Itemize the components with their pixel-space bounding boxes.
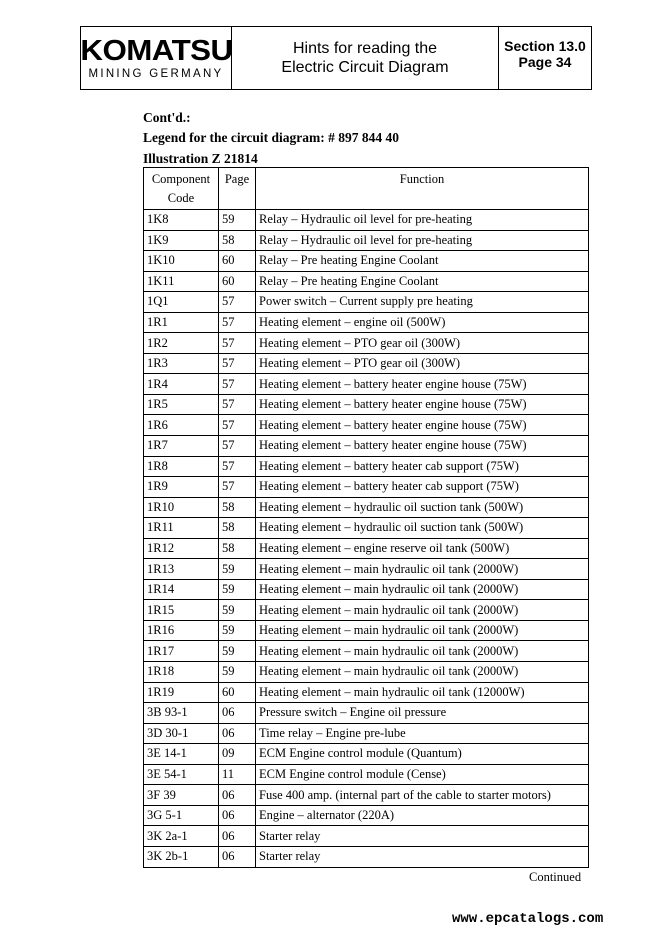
table-row <box>144 415 589 436</box>
page-cell: 06 <box>219 785 256 806</box>
table-row <box>144 846 589 867</box>
function-cell: Heating element – battery heater engine house (75W) <box>256 415 589 436</box>
component-code-cell: 1R7 <box>144 436 219 457</box>
function-cell: Starter relay <box>256 826 589 847</box>
website-watermark: www.epcatalogs.com <box>452 911 604 927</box>
page-cell: 06 <box>219 723 256 744</box>
table-row <box>144 579 589 600</box>
function-cell: Heating element – PTO gear oil (300W) <box>256 333 589 354</box>
table-row <box>144 805 589 826</box>
component-code-cell: 1R19 <box>144 682 219 703</box>
table-row <box>144 703 589 724</box>
function-cell: Heating element – main hydraulic oil tank (2000W) <box>256 620 589 641</box>
continued-heading: Cont'd.: <box>143 110 191 125</box>
table-row <box>144 662 589 683</box>
table-row <box>144 312 589 333</box>
continued-note: Continued <box>529 870 582 884</box>
page-number: Page 34 <box>518 54 572 70</box>
table-body <box>144 210 589 868</box>
page-cell: 06 <box>219 805 256 826</box>
function-cell: Heating element – battery heater engine house (75W) <box>256 374 589 395</box>
page-cell: 60 <box>219 251 256 272</box>
table-row <box>144 230 589 251</box>
function-cell: Heating element – main hydraulic oil tank (2000W) <box>256 662 589 683</box>
page-cell: 57 <box>219 477 256 498</box>
table-row <box>144 333 589 354</box>
function-cell: Fuse 400 amp. (internal part of the cable to starter motors) <box>256 785 589 806</box>
component-code-cell: 3G 5-1 <box>144 805 219 826</box>
table-row <box>144 271 589 292</box>
component-code-cell: 1R10 <box>144 497 219 518</box>
function-cell: Heating element – PTO gear oil (300W) <box>256 353 589 374</box>
component-legend-table <box>143 167 589 868</box>
table-row <box>144 394 589 415</box>
page-cell: 57 <box>219 456 256 477</box>
function-cell: ECM Engine control module (Quantum) <box>256 744 589 765</box>
table-row <box>144 436 589 457</box>
table-row <box>144 600 589 621</box>
page-cell: 06 <box>219 703 256 724</box>
function-cell: Relay – Pre heating Engine Coolant <box>256 271 589 292</box>
table-row <box>144 456 589 477</box>
function-cell: Starter relay <box>256 846 589 867</box>
function-cell: Time relay – Engine pre-lube <box>256 723 589 744</box>
table-row <box>144 538 589 559</box>
component-code-cell: 3B 93-1 <box>144 703 219 724</box>
page-cell: 57 <box>219 436 256 457</box>
component-code-cell: 1R4 <box>144 374 219 395</box>
document-title <box>232 27 499 89</box>
component-code-cell: 1K11 <box>144 271 219 292</box>
table-row <box>144 641 589 662</box>
title-line-2: Electric Circuit Diagram <box>281 59 449 76</box>
table-row <box>144 210 589 231</box>
page-cell: 59 <box>219 210 256 231</box>
function-cell: Heating element – battery heater cab support (75W) <box>256 477 589 498</box>
component-code-cell: 1R2 <box>144 333 219 354</box>
page-cell: 57 <box>219 333 256 354</box>
page-cell: 57 <box>219 353 256 374</box>
function-cell: Heating element – main hydraulic oil tank (2000W) <box>256 641 589 662</box>
page-cell: 57 <box>219 312 256 333</box>
function-cell: Heating element – hydraulic oil suction tank (500W) <box>256 497 589 518</box>
legend-heading: Legend for the circuit diagram: # 897 844 40 <box>143 130 399 145</box>
table-row <box>144 374 589 395</box>
page-cell: 59 <box>219 662 256 683</box>
page-cell: 06 <box>219 846 256 867</box>
component-code-cell: 1R11 <box>144 518 219 539</box>
page-cell: 58 <box>219 497 256 518</box>
component-code-cell: 1R14 <box>144 579 219 600</box>
page-cell: 57 <box>219 374 256 395</box>
function-cell: Heating element – main hydraulic oil tank (2000W) <box>256 559 589 580</box>
component-code-cell: 1K10 <box>144 251 219 272</box>
function-cell: Pressure switch – Engine oil pressure <box>256 703 589 724</box>
section-number: Section 13.0 <box>504 38 586 54</box>
page-header <box>80 26 592 90</box>
component-code-cell: 1R18 <box>144 662 219 683</box>
component-code-cell: 1R12 <box>144 538 219 559</box>
page-cell: 59 <box>219 579 256 600</box>
component-code-cell: 3F 39 <box>144 785 219 806</box>
header-function: Function <box>256 168 589 210</box>
table-row <box>144 559 589 580</box>
table-row <box>144 292 589 313</box>
page-cell: 57 <box>219 292 256 313</box>
page-cell: 57 <box>219 415 256 436</box>
function-cell: Heating element – battery heater engine house (75W) <box>256 394 589 415</box>
component-code-cell: 1R5 <box>144 394 219 415</box>
page-cell: 57 <box>219 394 256 415</box>
section-info <box>499 27 591 89</box>
title-line-1: Hints for reading the <box>292 40 438 57</box>
component-code-cell: 1R8 <box>144 456 219 477</box>
page-cell: 60 <box>219 682 256 703</box>
page-cell: 59 <box>219 559 256 580</box>
function-cell: Heating element – battery heater cab support (75W) <box>256 456 589 477</box>
page-cell: 58 <box>219 230 256 251</box>
function-cell: Heating element – hydraulic oil suction tank (500W) <box>256 518 589 539</box>
function-cell: Relay – Pre heating Engine Coolant <box>256 251 589 272</box>
header-page: Page <box>219 168 256 210</box>
page-cell: 59 <box>219 620 256 641</box>
component-code-cell: 1Q1 <box>144 292 219 313</box>
component-code-cell: 1R16 <box>144 620 219 641</box>
function-cell: ECM Engine control module (Cense) <box>256 764 589 785</box>
table-row <box>144 477 589 498</box>
logo-subtitle: MINING GERMANY <box>88 67 224 80</box>
function-cell: Relay – Hydraulic oil level for pre-heating <box>256 210 589 231</box>
table-row <box>144 497 589 518</box>
table-row <box>144 785 589 806</box>
component-code-cell: 1R17 <box>144 641 219 662</box>
table-row <box>144 682 589 703</box>
function-cell: Heating element – main hydraulic oil tank (2000W) <box>256 579 589 600</box>
table-row <box>144 744 589 765</box>
page-cell: 11 <box>219 764 256 785</box>
table-row <box>144 251 589 272</box>
component-code-cell: 1R15 <box>144 600 219 621</box>
illustration-heading: Illustration Z 21814 <box>143 151 258 166</box>
page-cell: 09 <box>219 744 256 765</box>
function-cell: Engine – alternator (220A) <box>256 805 589 826</box>
table-header-row <box>144 168 589 210</box>
company-logo <box>81 27 232 89</box>
header-code-line-1: Component <box>151 171 211 186</box>
component-code-cell: 1R9 <box>144 477 219 498</box>
header-component-code <box>144 168 219 210</box>
table-row <box>144 518 589 539</box>
component-code-cell: 3E 54-1 <box>144 764 219 785</box>
component-code-cell: 1R1 <box>144 312 219 333</box>
table-row <box>144 620 589 641</box>
component-code-cell: 3K 2b-1 <box>144 846 219 867</box>
page-cell: 58 <box>219 518 256 539</box>
page-cell: 59 <box>219 600 256 621</box>
page-cell: 06 <box>219 826 256 847</box>
function-cell: Heating element – battery heater engine house (75W) <box>256 436 589 457</box>
logo-wordmark: KOMATSU <box>79 34 233 67</box>
page-cell: 60 <box>219 271 256 292</box>
component-code-cell: 3E 14-1 <box>144 744 219 765</box>
function-cell: Relay – Hydraulic oil level for pre-heating <box>256 230 589 251</box>
page-cell: 58 <box>219 538 256 559</box>
component-code-cell: 3K 2a-1 <box>144 826 219 847</box>
page-cell: 59 <box>219 641 256 662</box>
function-cell: Heating element – engine oil (500W) <box>256 312 589 333</box>
table-row <box>144 826 589 847</box>
function-cell: Heating element – main hydraulic oil tank (12000W) <box>256 682 589 703</box>
header-code-line-2: Code <box>167 190 195 205</box>
component-code-cell: 1R3 <box>144 353 219 374</box>
table-row <box>144 353 589 374</box>
component-code-cell: 1K8 <box>144 210 219 231</box>
component-code-cell: 1K9 <box>144 230 219 251</box>
component-code-cell: 1R6 <box>144 415 219 436</box>
component-code-cell: 1R13 <box>144 559 219 580</box>
function-cell: Power switch – Current supply pre heating <box>256 292 589 313</box>
component-code-cell: 3D 30-1 <box>144 723 219 744</box>
function-cell: Heating element – engine reserve oil tank (500W) <box>256 538 589 559</box>
table-row <box>144 764 589 785</box>
function-cell: Heating element – main hydraulic oil tank (2000W) <box>256 600 589 621</box>
table-row <box>144 723 589 744</box>
